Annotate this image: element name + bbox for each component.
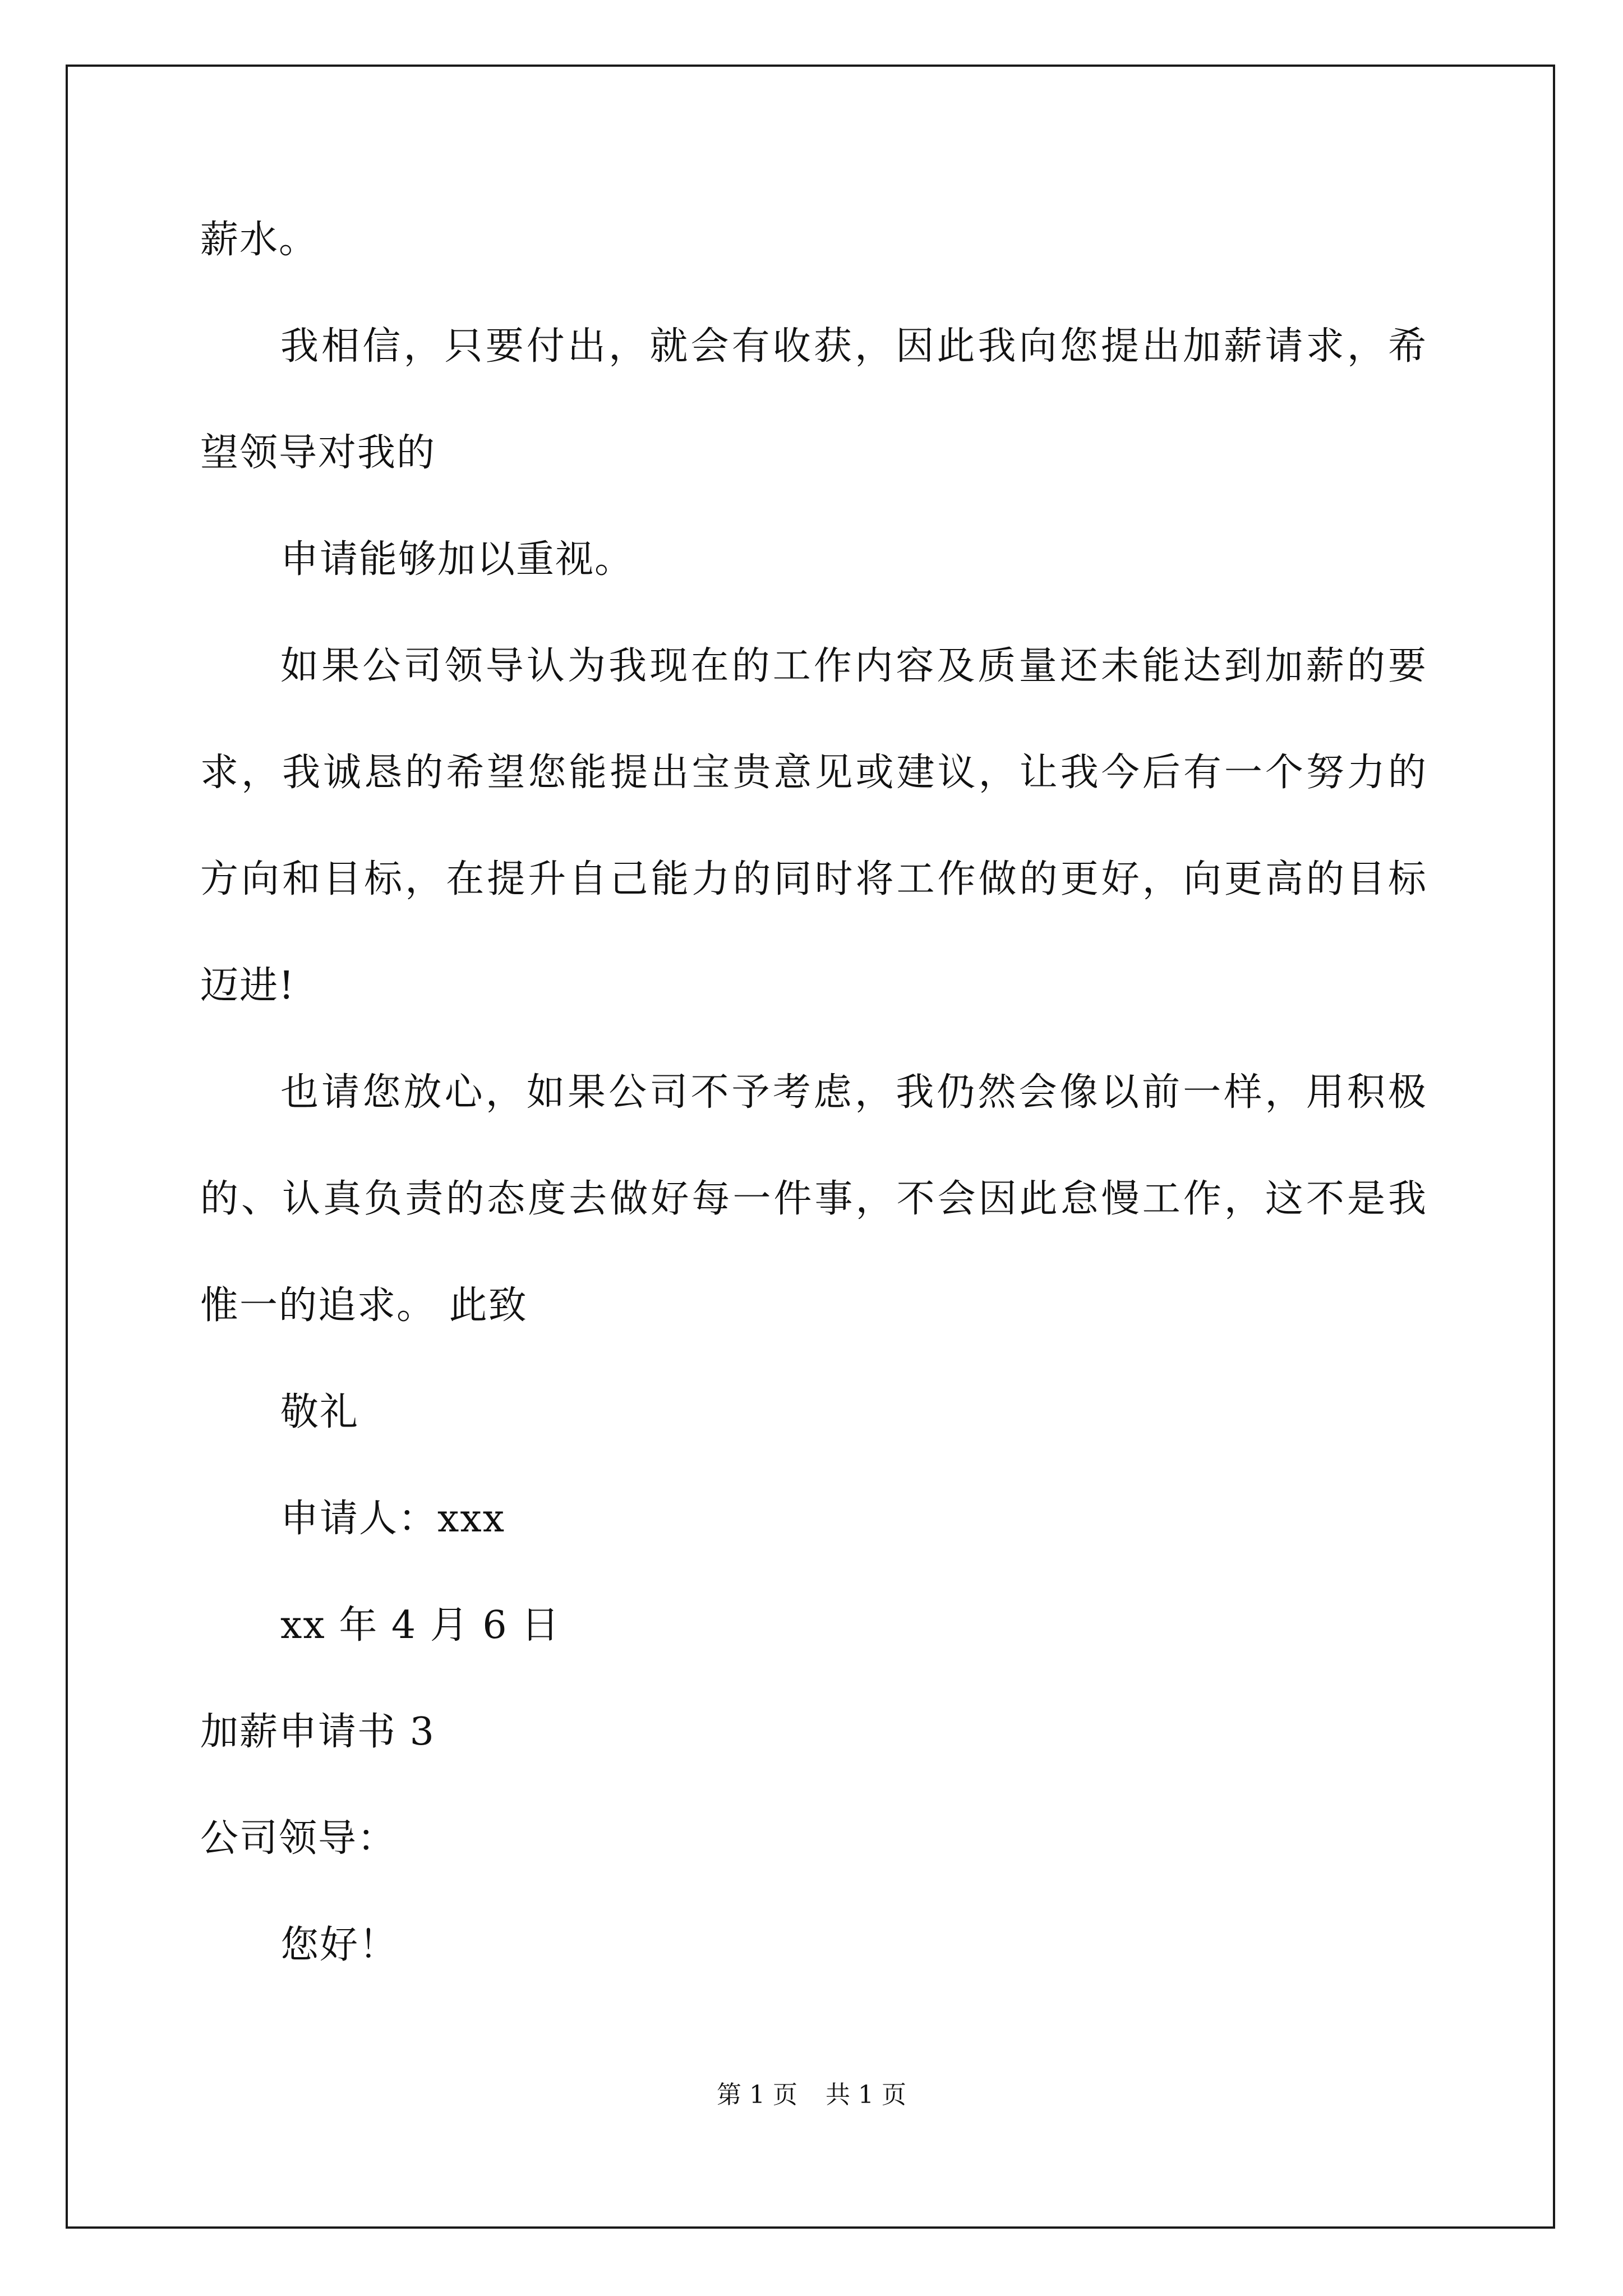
text-line: 求，我诚恳的希望您能提出宝贵意见或建议，让我今后有一个努力的 (200, 751, 1426, 795)
text-line: 我相信，只要付出，就会有收获，因此我向您提出加薪请求，希 (280, 324, 1426, 369)
text-line: 望领导对我的 (200, 431, 436, 475)
text-line: 如果公司领导认为我现在的工作内容及质量还未能达到加薪的要 (280, 644, 1426, 688)
section-title: 加薪申请书 3 (200, 1710, 435, 1754)
page-total: 共 1 页 (826, 2081, 906, 2109)
text-line: 方向和目标，在提升自己能力的同时将工作做的更好，向更高的目标 (200, 857, 1426, 901)
page-footer (0, 2078, 1623, 2112)
text-line: 也请您放心，如果公司不予考虑，我仍然会像以前一样，用积极 (280, 1070, 1426, 1115)
text-line: 迈进! (200, 964, 296, 1008)
page-number: 第 1 页 (717, 2081, 797, 2109)
text-line: 申请能够加以重视。 (280, 537, 634, 582)
page-border (66, 65, 1555, 2229)
text-line: 惟一的追求。 此致 (200, 1283, 528, 1328)
text-line: 敬礼 (280, 1390, 359, 1434)
text-line: 薪水。 (200, 218, 319, 262)
applicant-line: 申请人：xxx (280, 1497, 506, 1541)
date-line: xx 年 4 月 6 日 (280, 1603, 561, 1648)
text-line: 的、认真负责的态度去做好每一件事，不会因此怠慢工作，这不是我 (200, 1177, 1426, 1221)
salutation: 公司领导： (200, 1816, 397, 1861)
greeting: 您好！ (280, 1923, 399, 1967)
